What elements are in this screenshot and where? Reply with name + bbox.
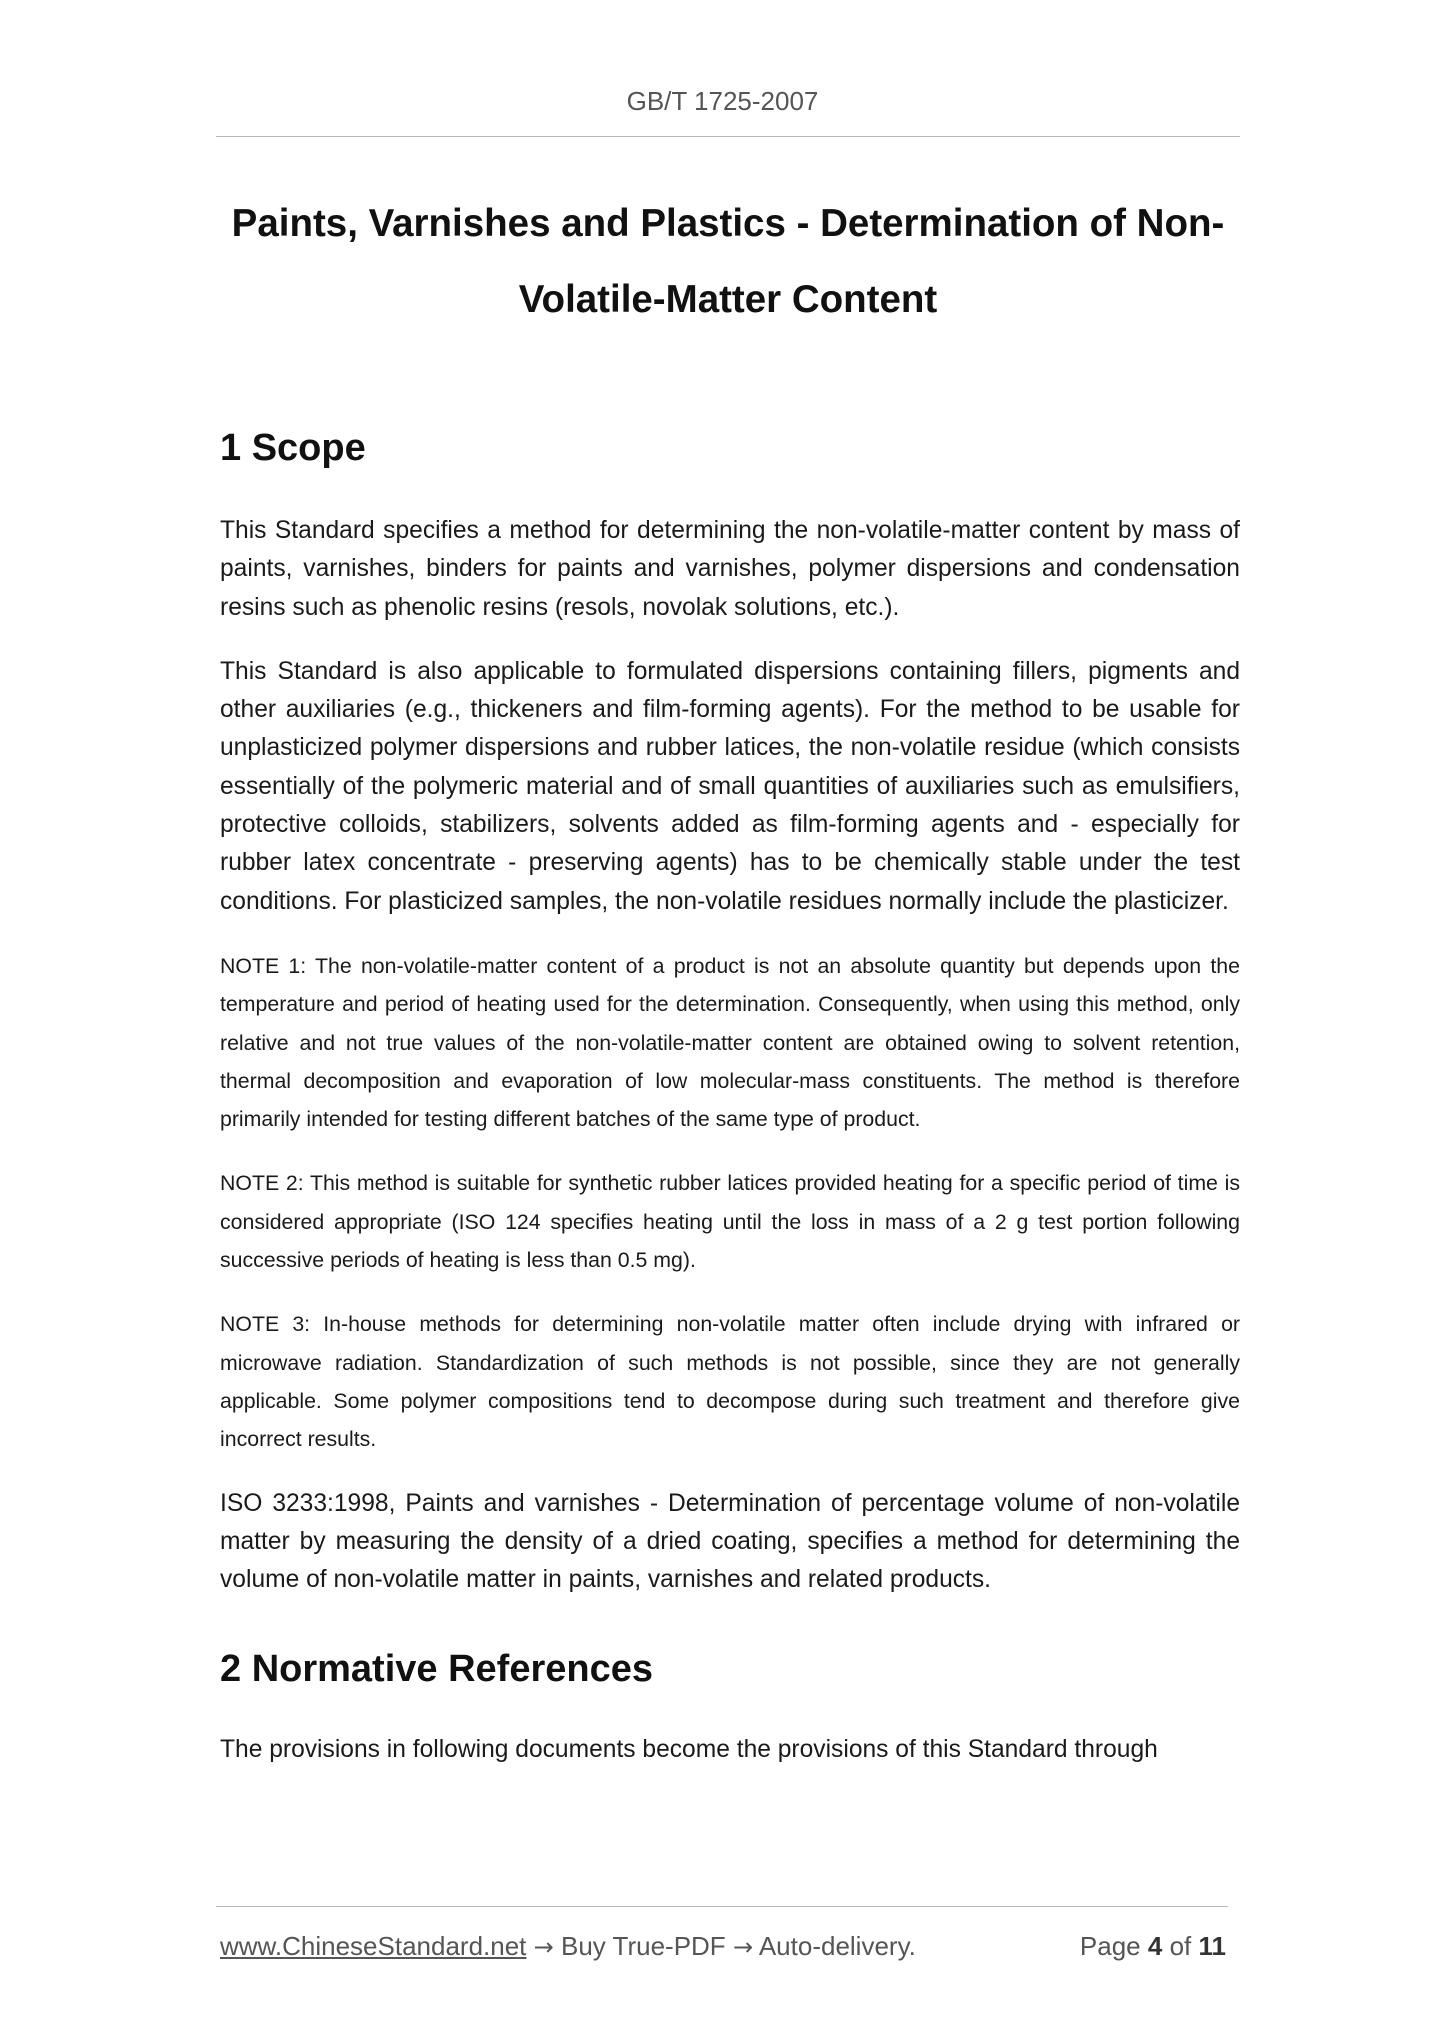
section-heading-normative-references: 2 Normative References (220, 1648, 653, 1691)
section-heading-scope: 1 Scope (220, 427, 366, 469)
document-body (220, 418, 1240, 1796)
scope-note-3: NOTE 3: In-house methods for determining non-volatile matter often include drying with infrared or microwave radiation. Standardization of such methods is not possible, since they are not generally applicable. Some polymer compositions tend to decompose during such treatment and therefore give incorrect results. (220, 1312, 1240, 1452)
references-paragraph-1: The provisions in following documents become the provisions of this Standard through (220, 1736, 1158, 1764)
standard-code-header: GB/T 1725-2007 (626, 86, 819, 116)
header-divider (216, 136, 1240, 137)
of-label: of (1169, 1931, 1192, 1961)
document-title: Paints, Varnishes and Plastics - Determination of Non-Volatile-Matter Content (231, 202, 1225, 321)
buy-text: Buy True-PDF (560, 1931, 726, 1961)
total-pages-number: 11 (1198, 1931, 1226, 1961)
page-indicator (1080, 1926, 1226, 1966)
current-page-number: 4 (1147, 1931, 1163, 1961)
page-footer (220, 1926, 1232, 1967)
website-link[interactable]: www.ChineseStandard.net (220, 1931, 527, 1961)
scope-paragraph-1: This Standard specifies a method for determining the non-volatile-matter content by mass of paints, varnishes, binders for paints and varnishes, polymer dispersions and condensation resins such as phenolic resins (resols, novolak solutions, etc.). (220, 517, 1240, 621)
arrow-right-icon: → (533, 1933, 554, 1961)
delivery-text: Auto-delivery. (758, 1931, 916, 1961)
page-label: Page (1079, 1931, 1141, 1961)
scope-paragraph-2: This Standard is also applicable to formulated dispersions containing fillers, pigments and other auxiliaries (e.g., thickeners and film-forming agents). For the method to be usable for unplasticized polymer dispersions and rubber latices, the non-volatile residue (which consists essentially of the polymeric material and of small quantities of auxiliaries such as emulsifiers, protective colloids, stabilizers, solvents added as film-forming agents and - especially for rubber latex concentrate - preserving agents) has to be chemically stable under the test conditions. For plasticized samples, the non-volatile residues normally include the plasticizer. (220, 657, 1240, 915)
scope-note-1: NOTE 1: The non-volatile-matter content of a product is not an absolute quantity but depends upon the temperature and period of heating used for the determination. Consequently, when using this method, only relative and not true values of the non-volatile-matter content are obtained owing to solvent retention, thermal decomposition and evaporation of low molecular-mass constituents. The method is therefore primarily intended for testing different batches of the same type of product. (220, 953, 1240, 1132)
arrow-right-icon: → (732, 1933, 754, 1961)
scope-note-2: NOTE 2: This method is suitable for synthetic rubber latices provided heating for a specific period of time is considered appropriate (ISO 124 specifies heating until the loss in mass of a 2 g test portion following successive periods of heating is less than 0.5 mg). (220, 1171, 1240, 1273)
scope-paragraph-3: ISO 3233:1998, Paints and varnishes - Determination of percentage volume of non-volatile matter by measuring the density of a dried coating, specifies a method for determining the volume of non-volatile matter in paints, varnishes and related products. (220, 1489, 1240, 1594)
footer-divider (216, 1906, 1228, 1907)
